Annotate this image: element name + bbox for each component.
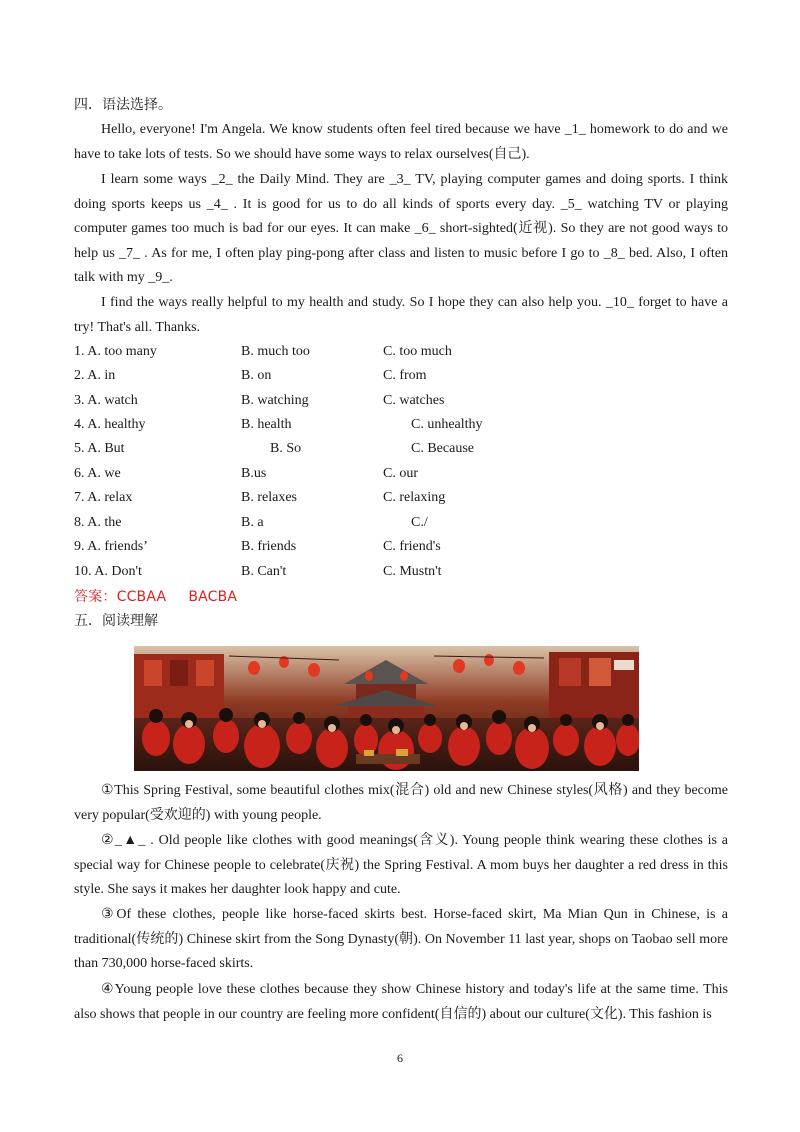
question-3-option-b: B. watching [241,393,309,408]
answer-part-1: CCBAA [116,589,167,605]
section-heading-grammar: 四．语法选择。 [74,98,172,113]
reading-paragraph-3: ③Of these clothes, people like horse-faced skirts best. Horse-faced skirt, Ma Mian Qun in Chinese, is a traditional(传统的) Chinese skirt from the Song Dynasty(朝). On November 11 last year, shops on Taobao sell more than 730,000 horse-faced skirts. [74,907,728,972]
question-10-option-c: C. Mustn't [383,564,442,579]
question-1-option-a: 1. A. too many [74,344,157,359]
question-2-option-a: 2. A. in [74,368,116,383]
question-8-option-a: 8. A. the [74,515,122,530]
question-5-option-b: B. So [270,441,302,456]
answer-label: 答案： [74,589,117,605]
question-9-option-c: C. friend's [383,539,441,554]
question-10-option-b: B. Can't [241,564,287,579]
question-4-option-a: 4. A. healthy [74,417,146,432]
question-7-option-c: C. relaxing [383,490,446,505]
question-9-option-b: B. friends [241,539,297,554]
question-9-option-a: 9. A. friends’ [74,539,148,554]
question-8-option-b: B. a [241,515,264,530]
reading-paragraph-4: ④Young people love these clothes because they show Chinese history and today's life at the same time. This also shows that people in our country are feeling more confident(自信的) about our culture(文化). This fashion is [74,982,728,1022]
question-10-option-a: 10. A. Don't [74,564,142,579]
answer-part-2: BACBA [188,589,238,605]
question-1-option-c: C. too much [383,344,452,359]
question-2-option-c: C. from [383,368,427,383]
question-4-option-b: B. health [241,417,292,432]
page-number: 6 [397,1051,403,1065]
reading-paragraph-2: ②_▲_ . Old people like clothes with good meanings(含义). Young people think wearing these clothes is a special way for Chinese people to celebrate(庆祝) the Spring Festival. A mom buys her daughter a red dress in this style. She says it makes her daughter look happy and cute. [74,833,728,898]
answer-key [74,587,237,607]
question-8-option-c: C./ [411,515,428,530]
question-6-option-c: C. our [383,466,418,481]
section-heading-reading: 五．阅读理解 [74,614,158,629]
question-4-option-c: C. unhealthy [411,417,483,432]
question-7-option-b: B. relaxes [241,490,297,505]
question-6-option-a: 6. A. we [74,466,121,481]
question-1-option-b: B. much too [241,344,310,359]
question-5-option-c: C. Because [411,441,474,456]
passage-paragraph-3: I find the ways really helpful to my health and study. So I hope they can also help you. _10_ forget to have a try! That's all. Thanks. [74,295,728,335]
question-5-option-a: 5. A. But [74,441,125,456]
passage-paragraph-1: Hello, everyone! I'm Angela. We know students often feel tired because we have _1_ homework to do and we have to take lots of tests. So we should have some ways to relax ourselves(自己). [74,122,728,162]
reading-paragraph-1: ①This Spring Festival, some beautiful clothes mix(混合) old and new Chinese styles(风格) and they become very popular(受欢迎的) with young people. [74,783,728,823]
question-3-option-c: C. watches [383,393,445,408]
passage-paragraph-2: I learn some ways _2_ the Daily Mind. They are _3_ TV, playing computer games and doing sports. I think doing sports keeps us _4_ . It is good for us to do all kinds of sports every day. _5_ watching TV or playing computer games too much is bad for our eyes. It can make _6_ short-sighted(近视). So they are not good ways to help us _7_ . As for me, I often play ping-pong after class and listen to music before I go to _8_ bed. Also, I often talk with my _9_. [74,172,728,286]
question-2-option-b: B. on [241,368,272,383]
question-6-option-b: B.us [241,466,267,481]
question-3-option-a: 3. A. watch [74,393,138,408]
question-7-option-a: 7. A. relax [74,490,133,505]
spring-festival-illustration [134,646,639,771]
